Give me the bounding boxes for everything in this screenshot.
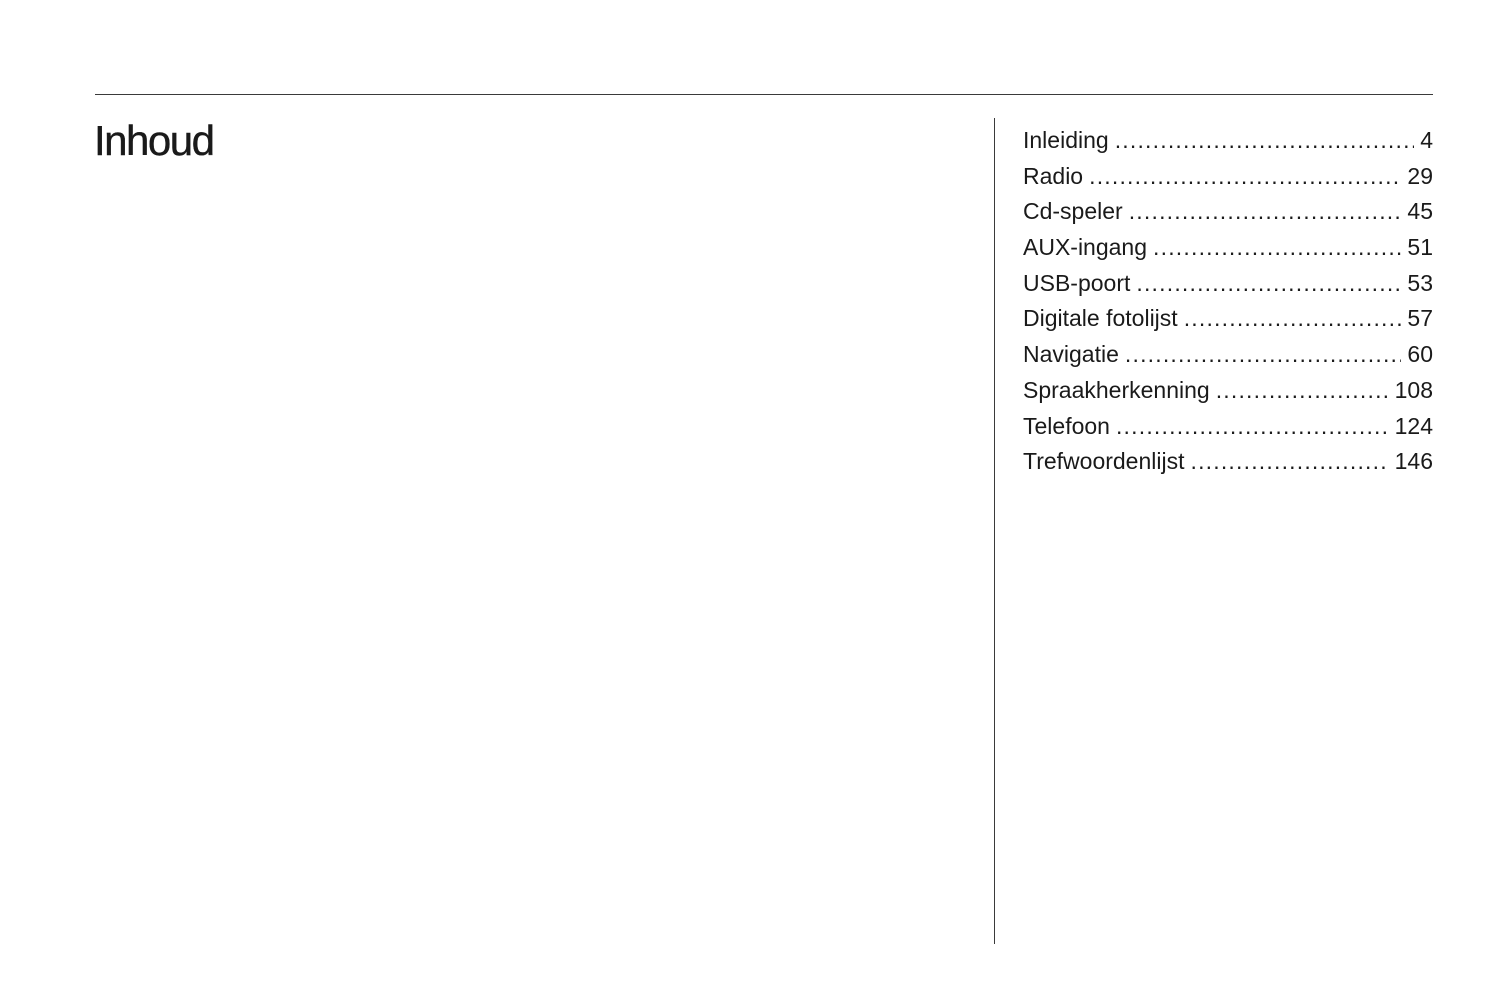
toc-entry-digitale-fotolijst[interactable] xyxy=(1023,301,1433,337)
toc-entry-page-number: 124 xyxy=(1394,412,1433,439)
toc-entry-label: Trefwoordenlijst xyxy=(1023,448,1185,475)
top-rule xyxy=(95,94,1433,95)
toc-entry-aux-ingang[interactable] xyxy=(1023,230,1433,266)
toc-entry-page-number: 146 xyxy=(1394,448,1433,475)
toc-entry-page-number: 29 xyxy=(1407,162,1433,189)
page-title: Inhoud xyxy=(94,117,214,164)
toc-entry-label: AUX-ingang xyxy=(1023,234,1148,261)
toc-entry-trefwoordenlijst[interactable] xyxy=(1023,444,1433,480)
toc-entry-cd-speler[interactable] xyxy=(1023,194,1433,230)
toc-entry-navigatie[interactable] xyxy=(1023,337,1433,373)
toc-entry-page-number: 60 xyxy=(1407,341,1433,368)
toc-entry-spraakherkenning[interactable] xyxy=(1023,373,1433,409)
toc-entry-label: Inleiding xyxy=(1023,127,1109,153)
toc-entry-label: Telefoon xyxy=(1023,412,1110,439)
toc-entry-usb-poort[interactable] xyxy=(1023,266,1433,302)
toc-entry-page-number: 108 xyxy=(1394,376,1433,403)
toc-dot-leader xyxy=(1089,159,1401,195)
toc-entry-page-number: 45 xyxy=(1407,198,1433,225)
toc-dot-leader xyxy=(1116,409,1389,445)
toc-entry-label: Radio xyxy=(1023,162,1084,189)
toc-entry-label: Navigatie xyxy=(1023,341,1119,368)
toc-dot-leader xyxy=(1216,373,1389,409)
table-of-contents xyxy=(1023,123,1433,480)
toc-dot-leader xyxy=(1129,194,1402,230)
toc-entry-page-number: 4 xyxy=(1420,127,1433,153)
toc-entry-telefoon[interactable] xyxy=(1023,409,1433,445)
column-divider xyxy=(994,118,995,944)
toc-entry-label: USB-poort xyxy=(1023,269,1131,296)
toc-dot-leader xyxy=(1115,123,1415,159)
toc-entry-inleiding[interactable] xyxy=(1023,123,1433,159)
toc-dot-leader xyxy=(1125,337,1402,373)
toc-entry-radio[interactable] xyxy=(1023,159,1433,195)
toc-dot-leader xyxy=(1136,266,1401,302)
toc-entry-label: Spraakherkenning xyxy=(1023,376,1210,403)
toc-entry-page-number: 51 xyxy=(1407,234,1433,261)
toc-dot-leader xyxy=(1153,230,1401,266)
toc-entry-label: Cd-speler xyxy=(1023,198,1123,225)
toc-entry-page-number: 57 xyxy=(1407,305,1433,332)
toc-dot-leader xyxy=(1190,444,1388,480)
toc-dot-leader xyxy=(1184,301,1402,337)
toc-entry-label: Digitale fotolijst xyxy=(1023,305,1178,332)
toc-entry-page-number: 53 xyxy=(1407,269,1433,296)
